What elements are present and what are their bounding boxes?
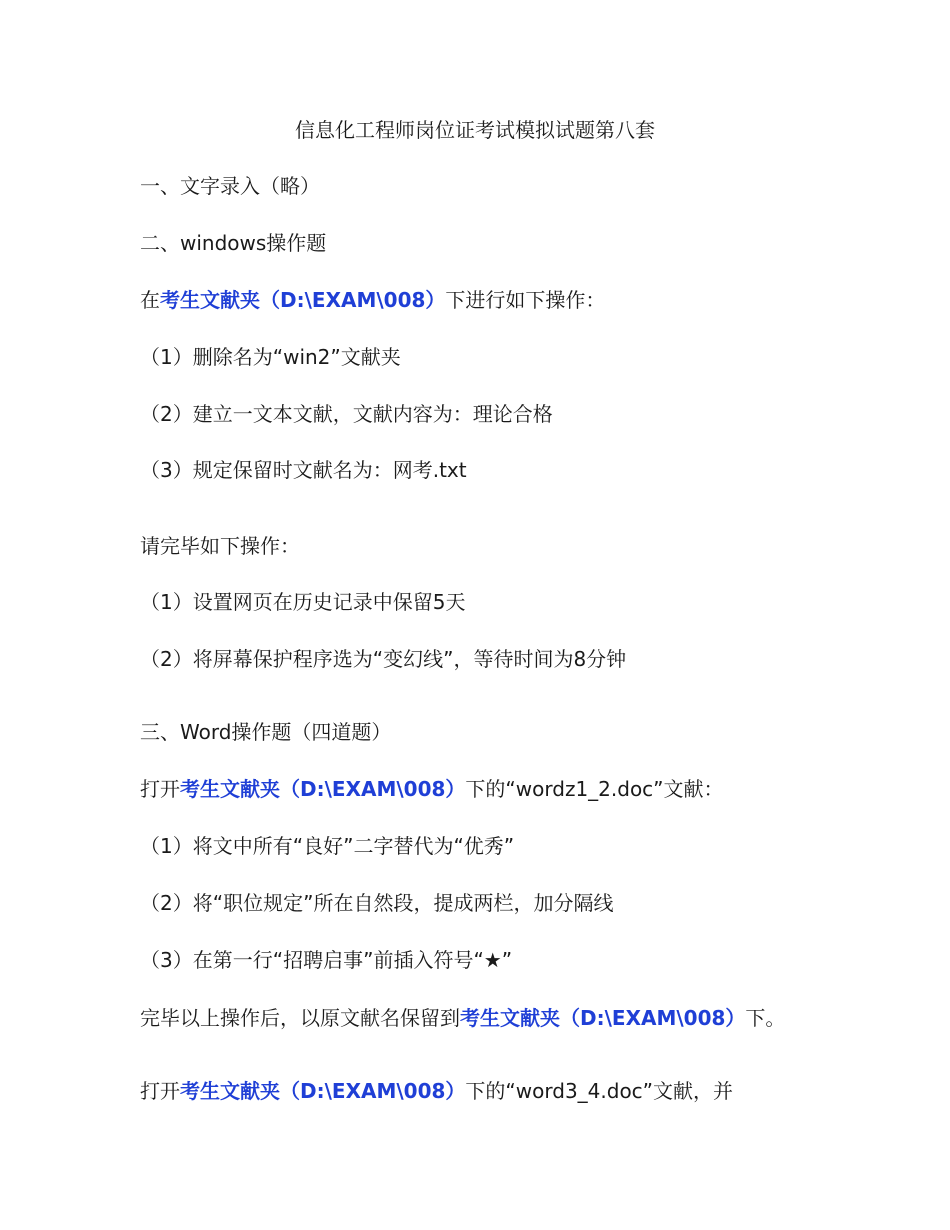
windows-step-2: （2）建立一文本文献，文献内容为：理论合格 <box>140 402 553 426</box>
intro-suffix: 下的“word3_4.doc”文献，并 <box>465 1079 734 1103</box>
windows-step-3: （3）规定保留时文献名为：网考.txt <box>140 458 467 482</box>
intro-prefix: 在 <box>140 288 160 312</box>
section-2-heading: 二、windows操作题 <box>140 231 327 255</box>
save-prefix: 完毕以上操作后，以原文献名保留到 <box>140 1006 460 1030</box>
intro-suffix: 下的“wordz1_2.doc”文献： <box>465 777 724 801</box>
section-1-heading: 一、文字录入（略） <box>140 174 320 198</box>
settings-task-intro: 请完毕如下操作： <box>140 534 300 558</box>
exam-folder-highlight: 考生文献夹（D:\EXAM\008） <box>180 1079 466 1103</box>
exam-folder-highlight: 考生文献夹（D:\EXAM\008） <box>460 1006 746 1030</box>
intro-prefix: 打开 <box>140 777 180 801</box>
document-title: 信息化工程师岗位证考试模拟试题第八套 <box>295 118 655 142</box>
section-3-heading: 三、Word操作题（四道题） <box>140 720 392 744</box>
windows-step-1: （1）删除名为“win2”文献夹 <box>140 345 401 369</box>
windows-task-intro <box>140 286 890 314</box>
word-step-3: （3）在第一行“招聘启事”前插入符号“★” <box>140 948 513 972</box>
exam-folder-highlight: 考生文献夹（D:\EXAM\008） <box>180 777 466 801</box>
word-task-2-intro <box>140 1077 890 1105</box>
settings-step-1: （1）设置网页在历史记录中保留5天 <box>140 590 466 614</box>
word-step-1: （1）将文中所有“良好”二字替代为“优秀” <box>140 834 515 858</box>
exam-folder-highlight: 考生文献夹（D:\EXAM\008） <box>160 288 446 312</box>
intro-prefix: 打开 <box>140 1079 180 1103</box>
settings-step-2: （2）将屏幕保护程序选为“变幻线”，等待时间为8分钟 <box>140 647 627 671</box>
word-step-2: （2）将“职位规定”所在自然段，提成两栏，加分隔线 <box>140 891 614 915</box>
save-suffix: 下。 <box>745 1006 786 1030</box>
word-task-intro <box>140 775 890 803</box>
word-save-instruction <box>140 1004 890 1032</box>
intro-suffix: 下进行如下操作： <box>445 288 606 312</box>
